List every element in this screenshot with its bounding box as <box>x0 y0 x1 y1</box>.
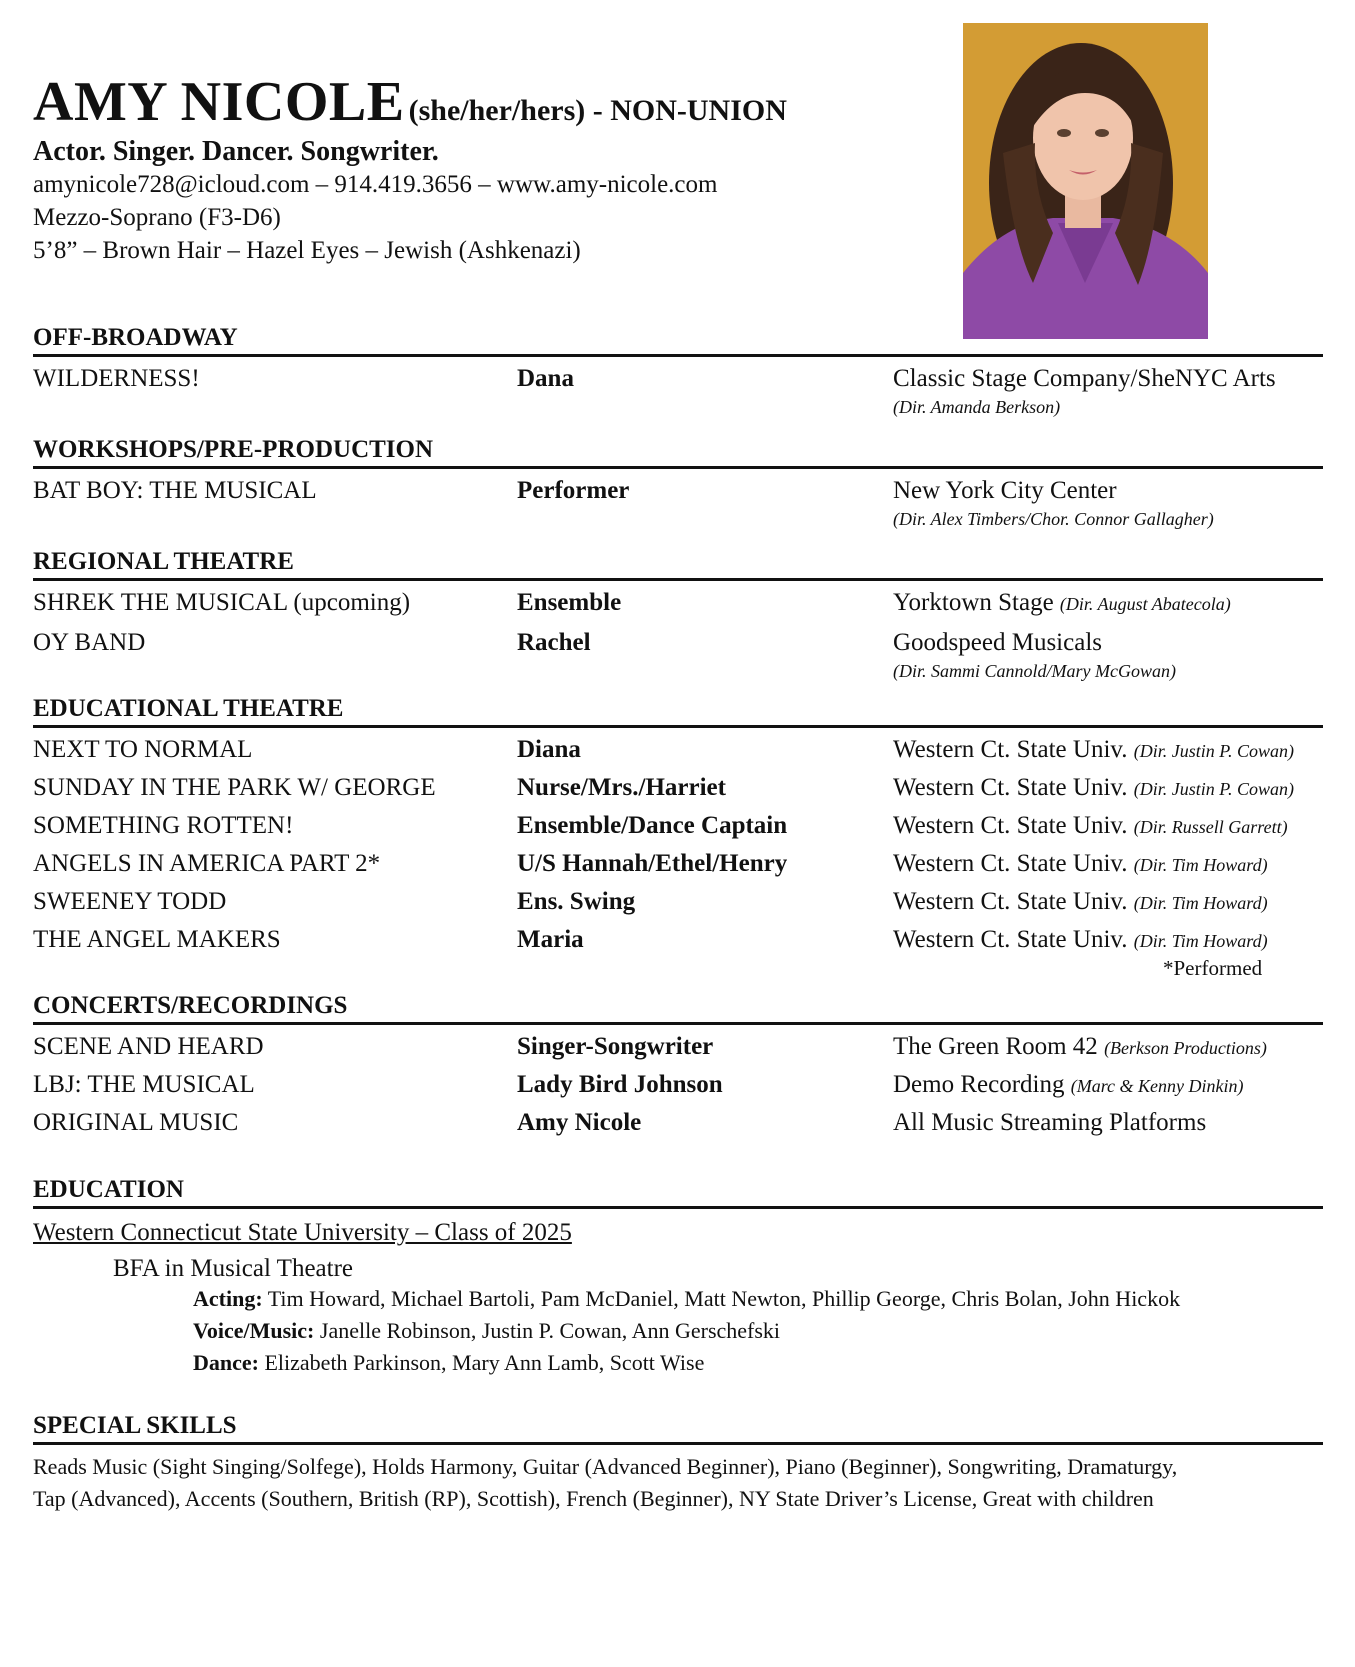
performed-note: *Performed <box>1163 956 1263 980</box>
acting-label: Acting: <box>193 1286 263 1311</box>
director: (Marc & Kenny Dinkin) <box>1070 1076 1244 1096</box>
venue-with-director <box>893 888 1268 916</box>
venue-with-director <box>893 812 1288 840</box>
credit-row <box>33 804 1323 842</box>
skills-text <box>33 1451 1333 1515</box>
venue: Western Ct. State Univ. <box>893 774 1128 801</box>
degree: BFA in Musical Theatre <box>113 1255 354 1282</box>
credit-row <box>33 1063 1323 1101</box>
show-title: THE ANGEL MAKERS <box>33 926 281 953</box>
show-title: SCENE AND HEARD <box>33 1033 264 1060</box>
section-educational <box>33 695 1323 988</box>
show-title: ORIGINAL MUSIC <box>33 1109 239 1136</box>
show-title: ANGELS IN AMERICA PART 2* <box>33 850 381 877</box>
performer-name: AMY NICOLE <box>33 71 405 133</box>
resume-header <box>33 70 787 267</box>
director: (Dir. August Abatecola) <box>1059 594 1231 614</box>
name-line <box>33 70 787 134</box>
director: (Dir. Justin P. Cowan) <box>1133 779 1294 799</box>
acting-list: Tim Howard, Michael Bartoli, Pam McDaniel, Matt Newton, Phillip George, Chris Bolan, John Hickok <box>267 1286 1181 1311</box>
voice-list: Janelle Robinson, Justin P. Cowan, Ann Gerschefski <box>319 1318 781 1343</box>
section-title: EDUCATIONAL THEATRE <box>33 695 1323 728</box>
role: Amy Nicole <box>517 1109 642 1136</box>
director: (Dir. Justin P. Cowan) <box>1133 741 1294 761</box>
show-title: OY BAND <box>33 629 146 656</box>
physical-stats: 5’8” – Brown Hair – Hazel Eyes – Jewish (Ashkenazi) <box>33 237 581 264</box>
show-title: SUNDAY IN THE PARK W/ GEORGE <box>33 774 436 801</box>
director: (Dir. Sammi Cannold/Mary McGowan) <box>893 661 1176 681</box>
role: Ens. Swing <box>517 888 636 915</box>
venue: Demo Recording <box>893 1071 1065 1098</box>
concert-rows <box>33 1025 1323 1139</box>
show-title: SHREK THE MUSICAL (upcoming) <box>33 589 411 616</box>
role: Performer <box>517 477 630 504</box>
section-title: OFF-BROADWAY <box>33 324 1323 357</box>
credit-row <box>33 469 1323 509</box>
section-title: SPECIAL SKILLS <box>33 1412 1323 1445</box>
venue-with-director <box>893 589 1231 617</box>
venue: Western Ct. State Univ. <box>893 736 1128 763</box>
director: (Dir. Tim Howard) <box>1133 931 1268 951</box>
tagline: Actor. Singer. Dancer. Songwriter. <box>33 136 439 167</box>
venue-with-director <box>893 736 1294 764</box>
credit-row <box>33 880 1323 918</box>
venue: Western Ct. State Univ. <box>893 850 1128 877</box>
role: U/S Hannah/Ethel/Henry <box>517 850 788 877</box>
voice-type: Mezzo-Soprano (F3-D6) <box>33 204 281 231</box>
dance-teachers <box>193 1347 1323 1379</box>
director-row <box>33 661 1323 689</box>
venue: All Music Streaming Platforms <box>893 1109 1207 1136</box>
director: (Dir. Tim Howard) <box>1133 893 1268 913</box>
role: Diana <box>517 736 581 763</box>
venue: The Green Room 42 <box>893 1033 1098 1060</box>
role: Lady Bird Johnson <box>517 1071 723 1098</box>
role: Nurse/Mrs./Harriet <box>517 774 726 801</box>
section-off-broadway <box>33 324 1323 425</box>
role: Maria <box>517 926 584 953</box>
credit-row <box>33 621 1323 661</box>
show-title: WILDERNESS! <box>33 365 200 392</box>
director-row <box>33 509 1323 537</box>
venue-with-director <box>893 1109 1206 1137</box>
show-title: NEXT TO NORMAL <box>33 736 253 763</box>
venue-with-director <box>893 774 1294 802</box>
role: Ensemble/Dance Captain <box>517 812 788 839</box>
section-concerts <box>33 992 1323 1139</box>
venue-with-director <box>893 926 1268 954</box>
section-education <box>33 1176 1323 1379</box>
role: Dana <box>517 365 574 392</box>
acting-teachers <box>193 1283 1323 1315</box>
section-title: CONCERTS/RECORDINGS <box>33 992 1323 1025</box>
credit-row <box>33 918 1323 956</box>
venue-with-director <box>893 1033 1267 1061</box>
director-row <box>33 397 1323 425</box>
venue: Yorktown Stage <box>893 589 1054 616</box>
credit-row <box>33 581 1323 621</box>
voice-teachers <box>193 1315 1323 1347</box>
venue: Western Ct. State Univ. <box>893 812 1128 839</box>
venue-with-director <box>893 850 1268 878</box>
role: Ensemble <box>517 589 622 616</box>
section-workshops <box>33 436 1323 537</box>
venue-with-director <box>893 1071 1244 1099</box>
credit-row <box>33 357 1323 397</box>
role: Singer-Songwriter <box>517 1033 714 1060</box>
section-title: EDUCATION <box>33 1176 1323 1209</box>
show-title: LBJ: THE MUSICAL <box>33 1071 255 1098</box>
headshot-illustration <box>963 23 1208 339</box>
show-title: SOMETHING ROTTEN! <box>33 812 294 839</box>
skills-line: Reads Music (Sight Singing/Solfege), Holds Harmony, Guitar (Advanced Beginner), Piano (Beginner), Songwriting, Dramaturgy, <box>33 1454 1178 1479</box>
credit-row <box>33 728 1323 766</box>
educational-rows <box>33 728 1323 956</box>
section-regional <box>33 548 1323 689</box>
pronouns-union: (she/her/hers) - NON-UNION <box>408 94 787 127</box>
credit-row <box>33 766 1323 804</box>
show-title: SWEENEY TODD <box>33 888 227 915</box>
section-title: WORKSHOPS/PRE-PRODUCTION <box>33 436 1323 469</box>
headshot-photo <box>963 23 1208 339</box>
director: (Berkson Productions) <box>1104 1038 1267 1058</box>
director: (Dir. Alex Timbers/Chor. Connor Gallagher) <box>893 509 1214 529</box>
venue: Western Ct. State Univ. <box>893 888 1128 915</box>
skills-line: Tap (Advanced), Accents (Southern, British (RP), Scottish), French (Beginner), NY State Driver’s License, Great with children <box>33 1486 1154 1511</box>
dance-list: Elizabeth Parkinson, Mary Ann Lamb, Scott Wise <box>264 1350 705 1375</box>
director: (Dir. Tim Howard) <box>1133 855 1268 875</box>
credit-row <box>33 1025 1323 1063</box>
venue: Goodspeed Musicals <box>893 629 1102 656</box>
venue: New York City Center <box>893 477 1117 504</box>
venue: Western Ct. State Univ. <box>893 926 1128 953</box>
note-row <box>33 956 1323 988</box>
role: Rachel <box>517 629 591 656</box>
director: (Dir. Russell Garrett) <box>1133 817 1288 837</box>
dance-label: Dance: <box>193 1350 259 1375</box>
show-title: BAT BOY: THE MUSICAL <box>33 477 317 504</box>
voice-label: Voice/Music: <box>193 1318 315 1343</box>
venue: Classic Stage Company/SheNYC Arts <box>893 365 1276 392</box>
credit-row <box>33 842 1323 880</box>
school: Western Connecticut State University – Class of 2025 <box>33 1219 572 1246</box>
director: (Dir. Amanda Berkson) <box>893 397 1061 417</box>
section-skills <box>33 1412 1323 1515</box>
contact-info: amynicole728@icloud.com – 914.419.3656 – www.amy-nicole.com <box>33 171 718 198</box>
credit-row <box>33 1101 1323 1139</box>
section-title: REGIONAL THEATRE <box>33 548 1323 581</box>
